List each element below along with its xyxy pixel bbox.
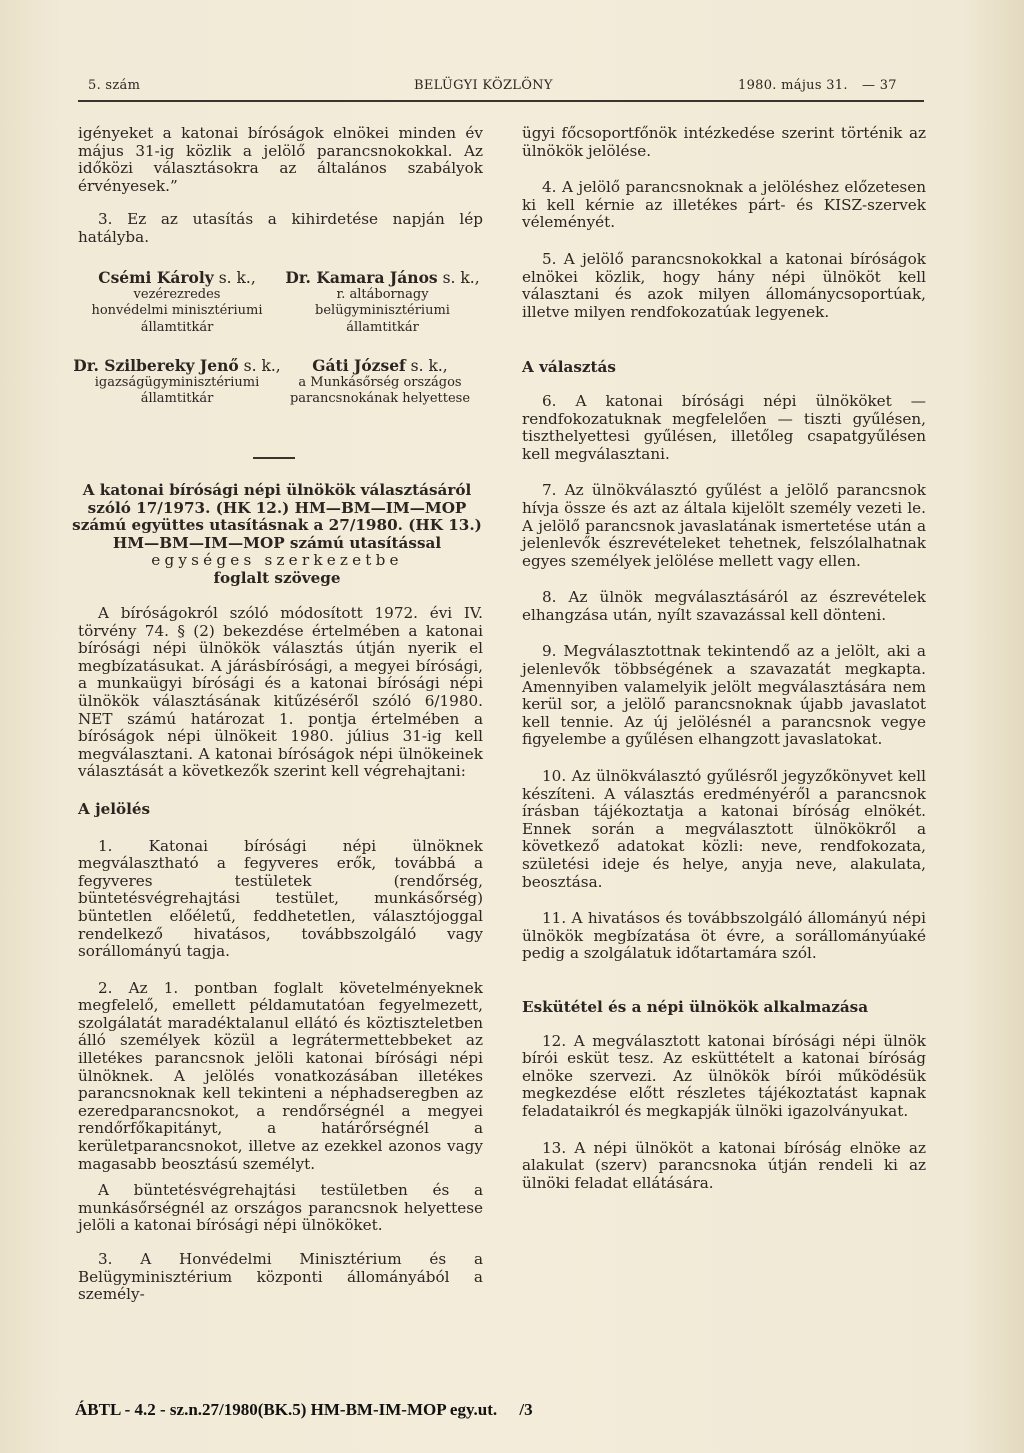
signature-block — [72, 358, 282, 408]
left-column-top — [78, 125, 483, 247]
paragraph: 7. Az ülnökválasztó gyűlést a jelölő parancsnok hívja össze és azt az általa kijelölt személy vezeti le. A jelölő parancsnok javaslatának ismertetése után a jelenlevők észrevételeket tehetnek, felszólalhatnak egyes személyek jelölése mellett vagy ellen. — [522, 481, 926, 570]
signer-suffix: s. k., — [213, 269, 256, 287]
title-line: szóló 17/1973. (HK 12.) HM—BM—IM—MOP — [87, 498, 467, 517]
paragraph: 5. A jelölő parancsnokokkal a katonai bíróságok elnökei közlik, hogy hány népi ülnököt kell választani és azok milyen állománycsoportúak, illetve milyen rendfokozatúak legyenek. — [522, 249, 926, 321]
paragraph: 9. Megválasztottnak tekintendő az a jelölt, aki a jelenlevők többségének a szavazatát megkapta. Amennyiben valamelyik jelölt megválasztására nem kerül sor, a jelölő parancsnoknak újabb javaslatot kell tennie. Az új jelölésnél a parancsnok vegye figyelembe a gyűlésen elhangzott javaslatokat. — [522, 642, 926, 749]
signer-name: Gáti József — [312, 356, 406, 375]
paragraph: A büntetésvégrehajtási testületben és a munkásőrségnél az országos parancsnok helyettese jelöli a katonai bírósági népi ülnököket. — [78, 1181, 483, 1235]
archive-reference-text: ÁBTL - 4.2 - sz.n.27/1980(BK.5) HM-BM-IM-MOP egy.ut. — [75, 1400, 498, 1419]
paragraph: A bíróságokról szóló módosított 1972. évi IV. törvény 74. § (2) bekezdése értelmében a katonai bírósági népi ülnökök választás útján nyerik el megbízatásukat. A járásbírósági, a megyei bírósági, a munkaügyi bírósági és a katonai bírósági népi ülnökök választásának kitűzéséről szóló 6/1980. NET számú határozat 1. pontja értelmében a bíróságok népi ülnökeit 1980. július 31-ig kell megválasztani. A katonai bíróságok népi ülnökeinek választását a következők szerint kell végrehajtani: — [78, 604, 483, 781]
issue-date: 1980. május 31. — [738, 78, 848, 93]
signer-suffix: s. k., — [405, 357, 448, 375]
issue-number: 5. szám — [88, 78, 141, 93]
signature-block — [72, 270, 282, 336]
section-heading: A jelölés — [78, 799, 151, 818]
section-separator — [253, 457, 295, 459]
signer-name: Csémi Károly — [98, 268, 214, 287]
paragraph: 6. A katonai bírósági népi ülnököket — rendfokozatuknak megfelelően — tiszti gyűlésen, tiszthelyettesi gyűlésen, illetőleg csapatgyűlésen kell megválasztani. — [522, 391, 926, 463]
paragraph: 12. A megválasztott katonai bírósági népi ülnök bírói esküt tesz. Az esküttételt a katonai bíróság elnöke szervezi. Az ülnökök bírói működésük megkezdése előtt részletes tájékoztatást kapnak feladataikról és megkapják ülnöki igazolványukat. — [522, 1031, 926, 1120]
paragraph: 3. A Honvédelmi Minisztérium és a Belügyminisztérium központi állományából a személy- — [78, 1250, 483, 1304]
title-line: számú együttes utasításnak a 27/1980. (HK 13.) — [72, 516, 482, 535]
signer-title: államtitkár — [140, 319, 214, 335]
journal-title: BELÜGYI KÖZLÖNY — [414, 78, 553, 93]
signer-suffix: s. k., — [437, 269, 480, 287]
paragraph: 2. Az 1. pontban foglalt követelményeknek megfelelő, emellett példamutatóan fegyelmezett, szolgálatát maradéktalanul ellátó és köztiszteletben álló személyek közül a legrátermettebbeket az illetékes parancsnok jelöli katonai bírósági népi ülnöknek. A jelölés vonatkozásában illetékes parancsnoknak kell tekinteni a néphadseregben az ezeredparancsnokot, a rendőrségnél a megyei rendőrfőkapitányt, a határőrségnél a kerületparancsnokot, illetve az ezekkel azonos vagy magasabb beosztású személyt. — [78, 978, 483, 1173]
signer-name: Dr. Kamara János — [285, 268, 438, 287]
paragraph: ügyi főcsoportfőnök intézkedése szerint történik az ülnökök jelölése. — [522, 124, 926, 160]
paragraph: igényeket a katonai bíróságok elnökei minden év május 31-ig közlik a jelölő parancsnokokkal. Az időközi választásokra az általános szabályok érvényesek.” — [78, 124, 483, 195]
paragraph: 11. A hivatásos és továbbszolgáló állományú népi ülnökök megbízatása öt évre, a sorállományúaké pedig a szolgálatuk időtartamára szól. — [522, 909, 926, 963]
signer-suffix: s. k., — [238, 357, 281, 375]
signer-office: honvédelmi minisztériumi — [91, 303, 263, 318]
paragraph: 8. Az ülnök megválasztásáról az észrevételek elhangzása után, nyílt szavazással kell dönteni. — [522, 588, 926, 624]
signer-title: államtitkár — [140, 391, 214, 406]
title-line: A katonai bírósági népi ülnökök választásáról — [82, 481, 472, 499]
archive-reference — [75, 1400, 533, 1420]
signature-block — [280, 270, 485, 336]
signer-title: parancsnokának helyettese — [289, 391, 471, 406]
page-number: — 37 — [862, 78, 897, 93]
signature-block — [270, 358, 490, 408]
header-rule — [78, 100, 924, 102]
right-column — [522, 125, 926, 1192]
signer-office: belügyminisztériumi — [315, 303, 450, 318]
signer-rank: r. altábornagy — [336, 286, 429, 302]
paragraph: 10. Az ülnökválasztó gyűlésről jegyzőkönyvet kell készíteni. A választás eredményéről a parancsnok írásban tájékoztatja a katonai bíróság elnökét. Ennek során a megválasztott ülnökökről a következő adatokat közli: neve, rendfokozata, születési ideje és helye, anyja neve, alakulata, beosztása. — [522, 767, 926, 891]
paragraph: 1. Katonai bírósági népi ülnöknek megválasztható a fegyveres erők, továbbá a fegyveres testületek (rendőrség, büntetésvégrehajtási testület, munkásőrség) büntetlen előéletű, feddhetetlen, választójoggal rendelkező hivatásos, továbbszolgáló vagy sorállományú tagja. — [78, 836, 483, 961]
title-line: foglalt szövege — [213, 568, 341, 587]
section-heading: A választás — [522, 358, 616, 377]
section-heading: Eskütétel és a népi ülnökök alkalmazása — [522, 997, 869, 1016]
title-line: HM—BM—IM—MOP számú utasítással — [112, 533, 442, 552]
left-column-body — [78, 605, 483, 1304]
signer-name: Dr. Szilbereky Jenő — [73, 356, 239, 375]
paragraph: 13. A népi ülnököt a katonai bíróság elnöke az alakulat (szerv) parancsnoka útján rendeli ki az ülnöki feladat ellátására. — [522, 1138, 926, 1192]
paragraph: 3. Ez az utasítás a kihirdetése napján lép hatályba. — [78, 210, 483, 246]
paragraph: 4. A jelölő parancsnoknak a jelöléshez előzetesen ki kell kérnie az illetékes párt- és KISZ-szervek véleményét. — [522, 178, 926, 232]
document-title — [72, 482, 482, 588]
signer-office: a Munkásőrség országos — [298, 374, 462, 390]
signer-office: igazságügyminisztériumi — [94, 374, 260, 390]
archive-page-number: /3 — [519, 1400, 533, 1419]
signer-title: államtitkár — [346, 319, 419, 335]
title-line: egységes szerkezetbe — [151, 551, 403, 570]
signer-rank: vezérezredes — [133, 286, 221, 302]
